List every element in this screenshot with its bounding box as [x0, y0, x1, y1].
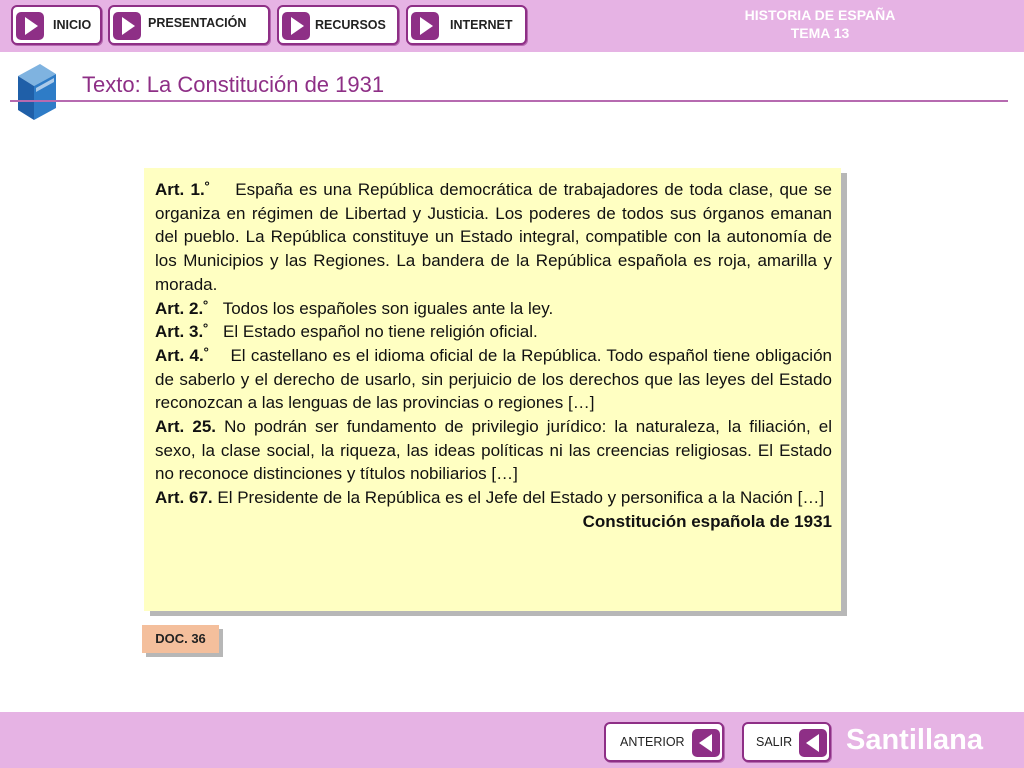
article-paragraph	[155, 297, 832, 321]
play-arrow-icon	[16, 12, 44, 40]
article-text: El castellano es el idioma oficial de la República. Todo español tiene obligación de saberlo y el derecho de usarlo, sin perjuicio de los derechos que las leyes del Estado reconozcan a las lenguas de las provincias o regiones […]	[155, 345, 832, 413]
title-divider	[10, 100, 1008, 102]
article-label: Art. 67.	[155, 488, 213, 508]
document-text-box	[144, 168, 841, 611]
doc-number-tag: DOC. 36	[142, 625, 219, 653]
recursos-label: RECURSOS	[315, 18, 386, 32]
article-label: Art. 1.˚	[155, 180, 211, 199]
presentacion-label: PRESENTACIÓN	[148, 16, 247, 30]
internet-label: INTERNET	[450, 18, 513, 32]
article-paragraph	[155, 178, 832, 297]
article-text: No podrán ser fundamento de privilegio jurídico: la naturaleza, la filiación, el sexo, la clase social, la riqueza, las ideas políticas ni las creencias religiosas. El Estado no reconoce distinciones y títulos nobiliarios […]	[155, 417, 832, 484]
article-text: El Estado español no tiene religión oficial.	[223, 322, 538, 342]
back-arrow-icon	[799, 729, 827, 757]
article-text: España es una República democrática de trabajadores de toda clase, que se organiza en régimen de Libertad y Justicia. Los poderes de todos sus órganos emanan del pueblo. La República constituye un Estado integral, compatible con la autonomía de los Municipios y las Regiones. La bandera de la República española es roja, amarilla y morada.	[155, 180, 832, 294]
back-arrow-icon	[692, 729, 720, 757]
course-topic: TEMA 13	[790, 25, 850, 41]
article-paragraph	[155, 486, 832, 510]
article-text: El Presidente de la República es el Jefe del Estado y personifica a la Nación […]	[217, 488, 825, 508]
play-arrow-icon	[411, 12, 439, 40]
inicio-button[interactable]	[11, 5, 102, 45]
inicio-label: INICIO	[53, 18, 92, 32]
salir-button[interactable]	[742, 722, 831, 762]
article-paragraph	[155, 320, 832, 344]
document-source: Constitución española de 1931	[582, 511, 832, 531]
salir-label: SALIR	[756, 735, 793, 749]
article-text: Todos los españoles son iguales ante la ley.	[222, 298, 554, 318]
brand-logo: Santillana	[846, 724, 983, 756]
anterior-label: ANTERIOR	[620, 735, 685, 749]
article-paragraph	[155, 344, 832, 415]
course-title	[720, 6, 920, 42]
presentacion-button[interactable]	[108, 5, 270, 45]
article-label: Art. 4.˚	[155, 345, 210, 365]
internet-button[interactable]	[406, 5, 527, 45]
page-title: Texto: La Constitución de 1931	[82, 72, 385, 97]
book-icon	[14, 62, 58, 127]
recursos-button[interactable]	[277, 5, 399, 45]
article-label: Art. 2.˚	[155, 298, 209, 318]
course-name: HISTORIA DE ESPAÑA	[744, 7, 896, 23]
anterior-button[interactable]	[604, 722, 724, 762]
article-label: Art. 25.	[155, 417, 217, 437]
article-label: Art. 3.˚	[155, 322, 209, 342]
article-paragraph	[155, 415, 832, 486]
play-arrow-icon	[282, 12, 310, 40]
play-arrow-icon	[113, 12, 141, 40]
